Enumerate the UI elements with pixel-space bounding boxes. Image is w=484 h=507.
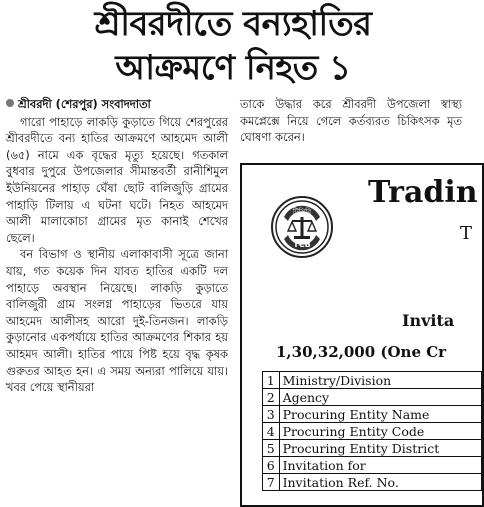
article-paragraph-2: বন বিভাগ ও স্থানীয় এলাকাবাসী সূত্রে জানা যায়, গত কয়েক দিন যাবত হাতির একটি দল পাহাড়ে অবস্থান নিয়েছে। লাকড়ি কুড়াতে বালিজুরী গ্রাম সংলগ্ন পাহাড়ের ভিতরে যায় আহমেদ আলীসহ আরো দুই-তিনজন। লাকড়ি কুড়ানোর একপর্যায়ে হাতির আক্রমণের শিকার হয় আহমদ আলী। হাতির পায়ে পিষ্ট হয়ে বৃদ্ধ কৃষক গুরুতর আহত হন। এ সময় অন্যরা পালিয়ে যায়। খবর পেয়ে স্থানীয়রা [6,247,228,395]
row-label: Procuring Entity Name [279,406,481,423]
row-number: 6 [263,457,280,474]
ad-amount: 1,30,32,000 (One Cr [276,343,447,361]
row-label: Ministry/Division [279,372,481,389]
tcb-logo-icon [270,195,334,259]
table-row [263,457,482,474]
tender-advertisement [240,163,484,507]
table-row [263,389,482,406]
row-number: 7 [263,474,280,491]
article-continuation: তাকে উদ্ধার করে শ্রীবরদী উপজেলা স্বাস্থ্য কমপ্লেক্সে নিয়ে গেলে কর্তব্যরত চিকিৎসক মৃত ঘোষণা করেন। [240,97,462,145]
row-number: 5 [263,440,280,457]
ad-title: Tradin [368,175,478,210]
byline-text: শ্রীবরদী (শেরপুর) সংবাদদাতা [18,97,151,111]
table-row [263,372,482,389]
byline [6,96,228,113]
ad-invitation-heading: Invita [402,311,455,330]
row-number: 4 [263,423,280,440]
logo-text-bottom: TCB [293,240,311,249]
ad-subtitle-fragment: T [460,223,473,244]
row-number: 3 [263,406,280,423]
article-paragraph-1: গারো পাহাড়ে লাকড়ি কুড়াতে গিয়ে শেরপুরের শ্রীবরদীতে বন্য হাতির আক্রমণে আহমেদ আলী (৬৫) নামে এক বৃদ্ধের মৃত্যু হয়েছে। গতকাল বুধবার দুপুরে উপজেলার সীমান্তবর্তী রানীশিমুল ইউনিয়নের পাহাড় ঘেঁষা ছোট বালিজুড়ি গ্রামের পাহাড়ি টিলায় এ ঘটনা ঘটে। নিহত আহমেদ আলী মালাকোচা গ্রামের মৃত কানাই শেখের ছেলে। [6,114,228,245]
row-number: 1 [263,372,280,389]
table-row [263,474,482,491]
article-column-left [6,96,228,396]
bullet-icon [6,99,14,107]
table-row [263,423,482,440]
headline-line-1: শ্রীবরদীতে বন্যহাতির [94,4,372,44]
logo-text-top: টিসিবি [292,208,312,216]
headline-line-2: আক্রমণে নিহত ১ [115,48,351,88]
table-row [263,406,482,423]
row-label: Invitation for [279,457,481,474]
row-label: Procuring Entity District [279,440,481,457]
table-row [263,440,482,457]
row-label: Invitation Ref. No. [279,474,481,491]
ad-info-table [262,371,482,491]
row-number: 2 [263,389,280,406]
row-label: Procuring Entity Code [279,423,481,440]
row-label: Agency [279,389,481,406]
